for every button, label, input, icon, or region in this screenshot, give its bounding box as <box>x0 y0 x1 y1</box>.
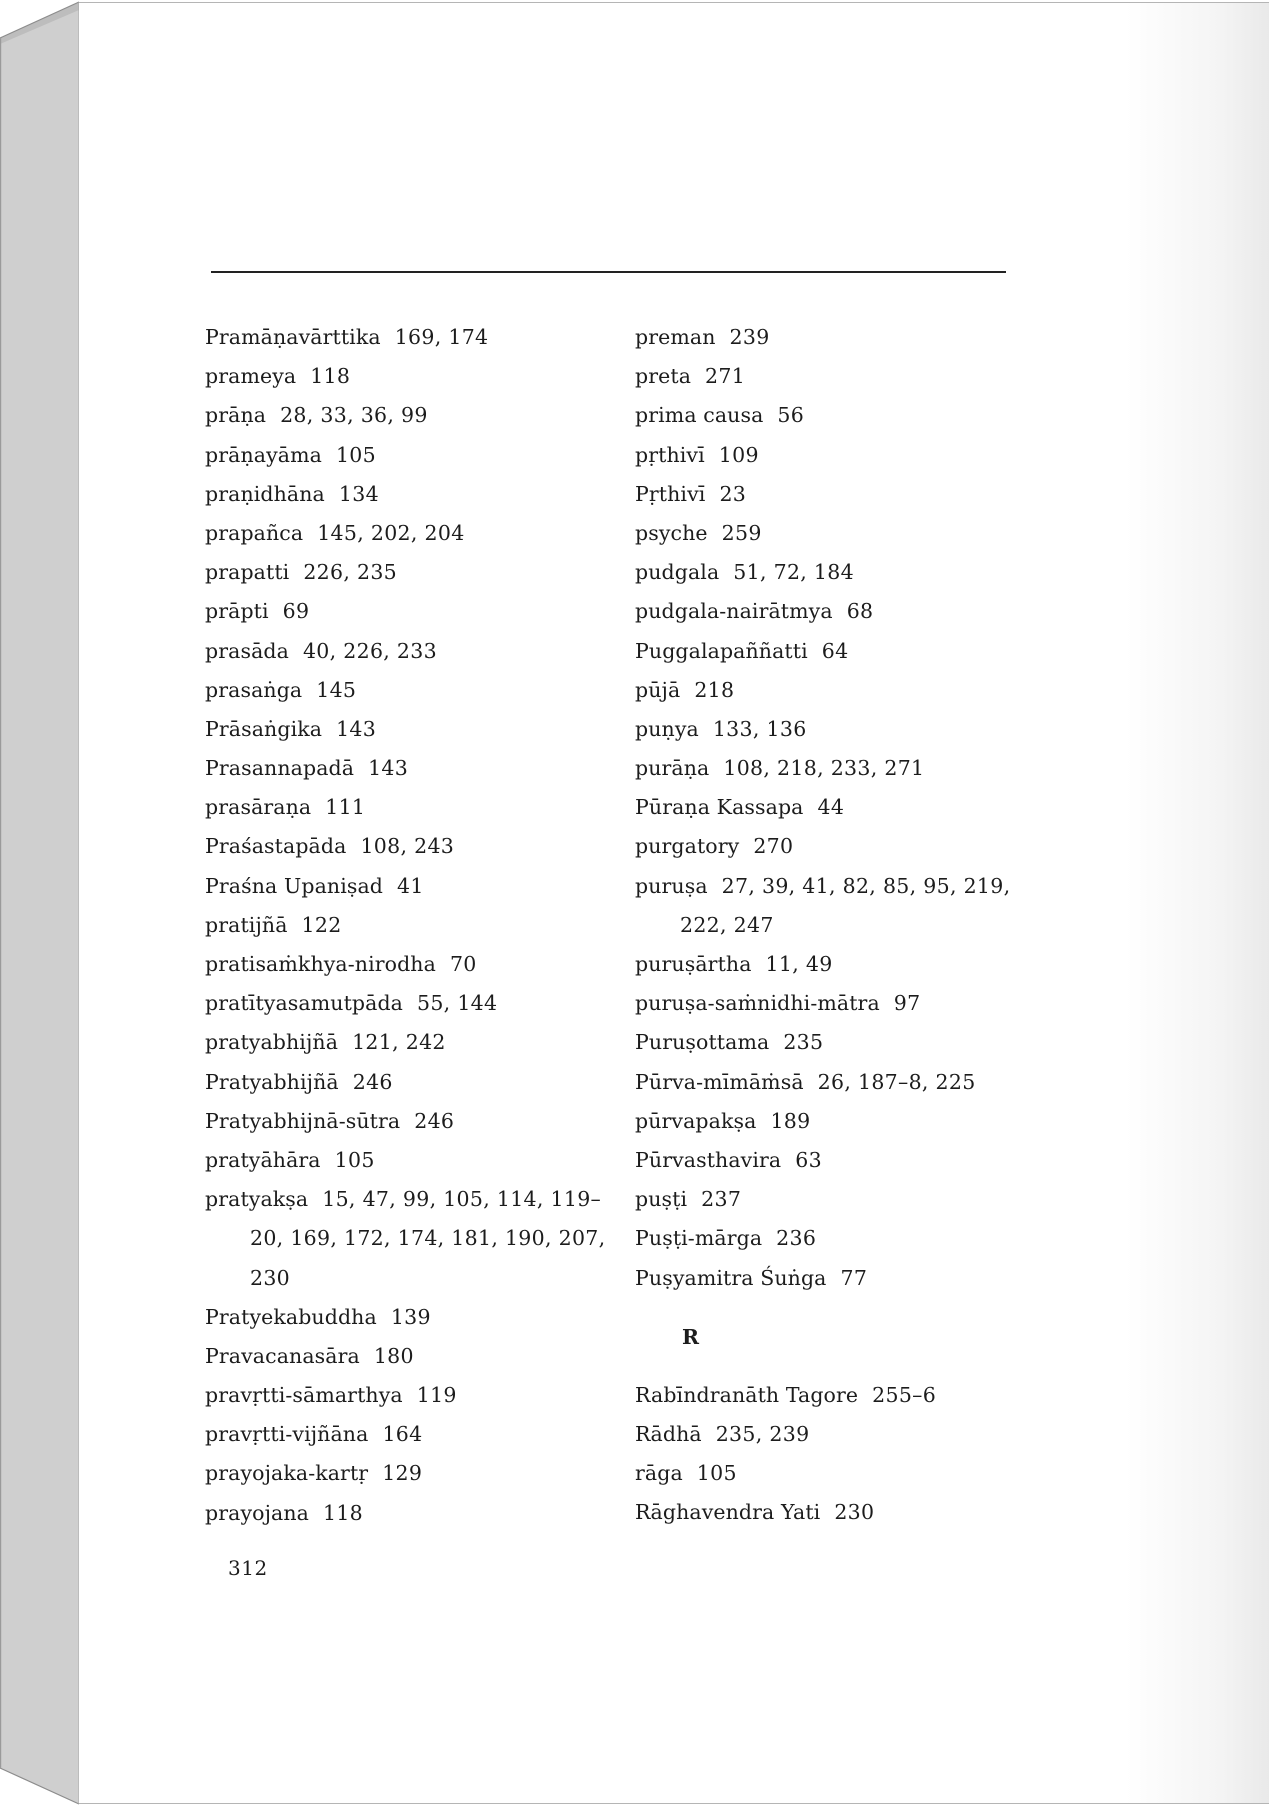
index-entry <box>205 827 625 866</box>
index-term: pudgala-nairātmya <box>635 599 833 624</box>
index-term: pravṛtti-sāmarthya <box>205 1383 403 1408</box>
index-entry <box>205 1415 625 1454</box>
index-entry <box>635 1415 1055 1454</box>
index-entry <box>635 475 1055 514</box>
index-entry <box>635 1141 1055 1180</box>
index-term: pūjā <box>635 677 681 702</box>
index-entry <box>635 788 1055 827</box>
index-term: Pūrvasthavira <box>635 1147 782 1172</box>
index-term: pratijñā <box>205 912 288 937</box>
index-term: pravṛtti-vijñāna <box>205 1422 369 1447</box>
index-page-refs: 134 <box>338 481 379 506</box>
index-page-refs: 230 <box>834 1500 875 1525</box>
index-term: prasaṅga <box>205 677 303 702</box>
index-page-refs: 118 <box>310 364 351 389</box>
index-term: Rāghavendra Yati <box>635 1500 821 1525</box>
index-page-refs: 108, 218, 233, 271 <box>723 756 925 781</box>
index-entry <box>205 1337 625 1376</box>
index-entry <box>635 357 1055 396</box>
index-term: pratisaṁkhya-nirodha <box>205 952 436 976</box>
index-term: Puṣyamitra Śuṅga <box>635 1265 827 1290</box>
index-term: prapañca <box>205 520 304 545</box>
index-page-refs: 23 <box>719 481 747 506</box>
index-entry <box>205 1141 625 1180</box>
index-term: praṇidhāna <box>205 481 325 506</box>
index-entry <box>635 945 1055 984</box>
index-entry <box>635 1376 1055 1415</box>
index-page-refs: 222, 247 <box>680 912 774 937</box>
header-rule <box>211 271 1006 273</box>
index-page-refs: 105 <box>335 442 376 467</box>
index-page-refs: 164 <box>382 1422 423 1447</box>
index-entry <box>205 1180 625 1219</box>
index-term: prayojaka-kartṛ <box>205 1461 369 1486</box>
index-term: puruṣa-saṁnidhi-mātra <box>635 991 880 1016</box>
index-page-refs: 28, 33, 36, 99 <box>280 403 428 428</box>
index-entry <box>205 1494 625 1533</box>
index-term: rāga <box>635 1461 683 1486</box>
index-entry <box>205 632 625 671</box>
index-term: Pṛthivī <box>635 481 706 506</box>
index-term: preman <box>635 325 716 349</box>
index-page-refs: 70 <box>449 952 477 976</box>
index-term: prasāda <box>205 638 289 663</box>
index-term: Puṣṭi-mārga <box>635 1226 763 1251</box>
index-page-refs: 27, 39, 41, 82, 85, 95, 219, <box>721 873 1011 898</box>
index-term: prāpti <box>205 599 269 624</box>
index-term: prayojana <box>205 1500 309 1525</box>
index-entry <box>205 318 625 357</box>
index-page-refs: 235 <box>783 1030 824 1055</box>
index-page-refs: 230 <box>250 1265 291 1290</box>
page-number: 312 <box>228 1556 268 1580</box>
index-entry <box>205 749 625 788</box>
index-page-refs: 143 <box>368 756 409 781</box>
index-term: pratyakṣa <box>205 1187 309 1212</box>
index-entry <box>635 514 1055 553</box>
index-page-refs: 108, 243 <box>360 834 455 859</box>
index-entry <box>635 671 1055 710</box>
index-term: puṇya <box>635 716 699 741</box>
index-page-refs: 133, 136 <box>712 716 807 741</box>
index-entry <box>635 1493 1055 1532</box>
index-page-refs: 51, 72, 184 <box>733 560 854 585</box>
index-page-refs: 77 <box>840 1265 868 1290</box>
index-entry <box>635 553 1055 592</box>
index-term: prāṇayāma <box>205 442 322 467</box>
index-page-refs: 68 <box>846 599 874 624</box>
index-term: Pramāṇavārttika <box>205 325 381 349</box>
index-page-refs: 63 <box>795 1147 822 1172</box>
index-entry <box>635 1454 1055 1493</box>
index-entry <box>635 1219 1055 1258</box>
index-page-refs: 56 <box>777 403 805 428</box>
index-page-refs: 145 <box>316 677 357 702</box>
index-page-refs: 118 <box>322 1500 364 1525</box>
index-section-heading: R <box>682 1324 700 1349</box>
index-term: preta <box>635 364 692 389</box>
index-page-refs: 44 <box>817 795 845 820</box>
index-entry <box>635 827 1055 866</box>
index-entry <box>205 1298 625 1337</box>
index-term: Rādhā <box>635 1421 702 1446</box>
index-page-refs: 111 <box>325 795 366 820</box>
index-entry <box>635 1023 1055 1062</box>
index-entry-continuation <box>205 1259 625 1298</box>
index-term: puruṣārtha <box>635 952 752 976</box>
index-entry <box>205 553 625 592</box>
index-entry <box>635 749 1055 788</box>
index-term: pratyabhijñā <box>205 1030 339 1055</box>
index-page-refs: 129 <box>382 1461 423 1486</box>
index-page-refs: 259 <box>721 520 762 545</box>
index-term: puruṣa <box>635 873 708 898</box>
index-page-refs: 246 <box>352 1069 393 1094</box>
index-term: Praśastapāda <box>205 834 347 859</box>
index-page-refs: 122 <box>301 912 342 937</box>
book-spine <box>0 0 80 1806</box>
index-page-refs: 119 <box>416 1383 457 1408</box>
index-entry <box>635 1259 1055 1298</box>
index-entry <box>205 1063 625 1102</box>
index-page-refs: 226, 235 <box>303 560 398 585</box>
index-page-refs: 246 <box>414 1108 455 1133</box>
index-page-refs: 11, 49 <box>765 952 833 976</box>
index-entry <box>205 592 625 631</box>
index-entry <box>205 1102 625 1141</box>
index-term: Puruṣottama <box>635 1030 770 1055</box>
index-entry <box>635 1180 1055 1219</box>
index-page-refs: 169, 174 <box>394 325 489 349</box>
index-entry <box>205 514 625 553</box>
index-entry-continuation <box>205 1219 625 1258</box>
index-term: psyche <box>635 520 708 545</box>
index-page-refs: 69 <box>282 599 310 624</box>
index-entry <box>205 984 625 1023</box>
index-term: Prasannapadā <box>205 756 355 781</box>
index-column-right <box>635 318 1055 1532</box>
index-term: Prāsaṅgika <box>205 716 323 741</box>
index-term: puṣṭi <box>635 1187 688 1212</box>
index-entry <box>205 1023 625 1062</box>
index-term: prameya <box>205 364 297 389</box>
index-entry <box>205 945 625 984</box>
index-page-refs: 105 <box>334 1147 375 1172</box>
index-page-refs: 41 <box>397 873 424 898</box>
index-page-refs: 271 <box>705 364 746 389</box>
index-entry <box>205 1376 625 1415</box>
index-entry <box>635 396 1055 435</box>
index-entry <box>205 906 625 945</box>
index-entry-continuation <box>635 906 1055 945</box>
index-page-refs: 105 <box>696 1461 737 1486</box>
index-term: pudgala <box>635 560 720 585</box>
index-page-refs: 237 <box>701 1187 742 1212</box>
index-page-refs: 180 <box>373 1343 414 1368</box>
index-page-refs: 139 <box>390 1304 431 1329</box>
index-page-refs: 20, 169, 172, 174, 181, 190, 207, <box>250 1226 606 1251</box>
index-term: Puggalapaññatti <box>635 638 808 663</box>
index-entry <box>635 1063 1055 1102</box>
index-term: pṛthivī <box>635 442 705 467</box>
index-page-refs: 255–6 <box>872 1382 937 1407</box>
index-term: Pravacanasāra <box>205 1343 360 1368</box>
index-entry <box>205 788 625 827</box>
index-term: prima causa <box>635 403 764 428</box>
index-page-refs: 109 <box>718 442 759 467</box>
index-page-refs: 15, 47, 99, 105, 114, 119– <box>322 1187 602 1212</box>
index-entry <box>205 475 625 514</box>
index-term: purāṇa <box>635 756 710 781</box>
index-entry <box>635 867 1055 906</box>
index-entry <box>635 436 1055 475</box>
index-entry <box>635 592 1055 631</box>
index-page-refs: 26, 187–8, 225 <box>817 1069 976 1094</box>
index-term: purgatory <box>635 834 740 859</box>
index-entry <box>635 318 1055 357</box>
index-page-refs: 143 <box>336 716 377 741</box>
index-page-refs: 218 <box>694 677 735 702</box>
index-entry <box>205 671 625 710</box>
index-term: pūrvapakṣa <box>635 1108 757 1133</box>
index-page-refs: 235, 239 <box>715 1421 810 1446</box>
index-entry <box>635 984 1055 1023</box>
index-term: prapatti <box>205 560 290 585</box>
index-term: Pratyabhijnā-sūtra <box>205 1108 401 1133</box>
index-page-refs: 64 <box>821 638 849 663</box>
index-entry <box>205 1454 625 1493</box>
index-page-refs: 239 <box>729 325 770 349</box>
index-term: prāṇa <box>205 403 267 428</box>
index-term: Pratyabhijñā <box>205 1069 339 1094</box>
index-term: Pratyekabuddha <box>205 1304 377 1329</box>
index-column-left <box>205 318 625 1533</box>
index-entry <box>205 710 625 749</box>
index-term: Praśna Upaniṣad <box>205 873 384 898</box>
index-term: Pūrva-mīmāṁsā <box>635 1069 804 1094</box>
index-page-refs: 236 <box>776 1226 817 1251</box>
index-entry <box>635 710 1055 749</box>
index-page-refs: 270 <box>753 834 794 859</box>
index-page-refs: 97 <box>893 991 921 1016</box>
index-page-refs: 40, 226, 233 <box>302 638 437 663</box>
index-entry <box>205 867 625 906</box>
index-term: pratītyasamutpāda <box>205 991 403 1016</box>
index-entry <box>205 436 625 475</box>
index-entry <box>635 632 1055 671</box>
index-term: Rabīndranāth Tagore <box>635 1382 859 1407</box>
index-entry <box>205 396 625 435</box>
index-entry <box>205 357 625 396</box>
index-page-refs: 55, 144 <box>417 991 498 1016</box>
index-term: prasāraṇa <box>205 795 312 820</box>
index-page-refs: 121, 242 <box>352 1030 446 1055</box>
index-page-refs: 145, 202, 204 <box>317 520 465 545</box>
index-entry <box>635 1102 1055 1141</box>
index-term: Pūraṇa Kassapa <box>635 795 804 820</box>
index-page-refs: 189 <box>770 1108 811 1133</box>
index-term: pratyāhāra <box>205 1147 321 1172</box>
